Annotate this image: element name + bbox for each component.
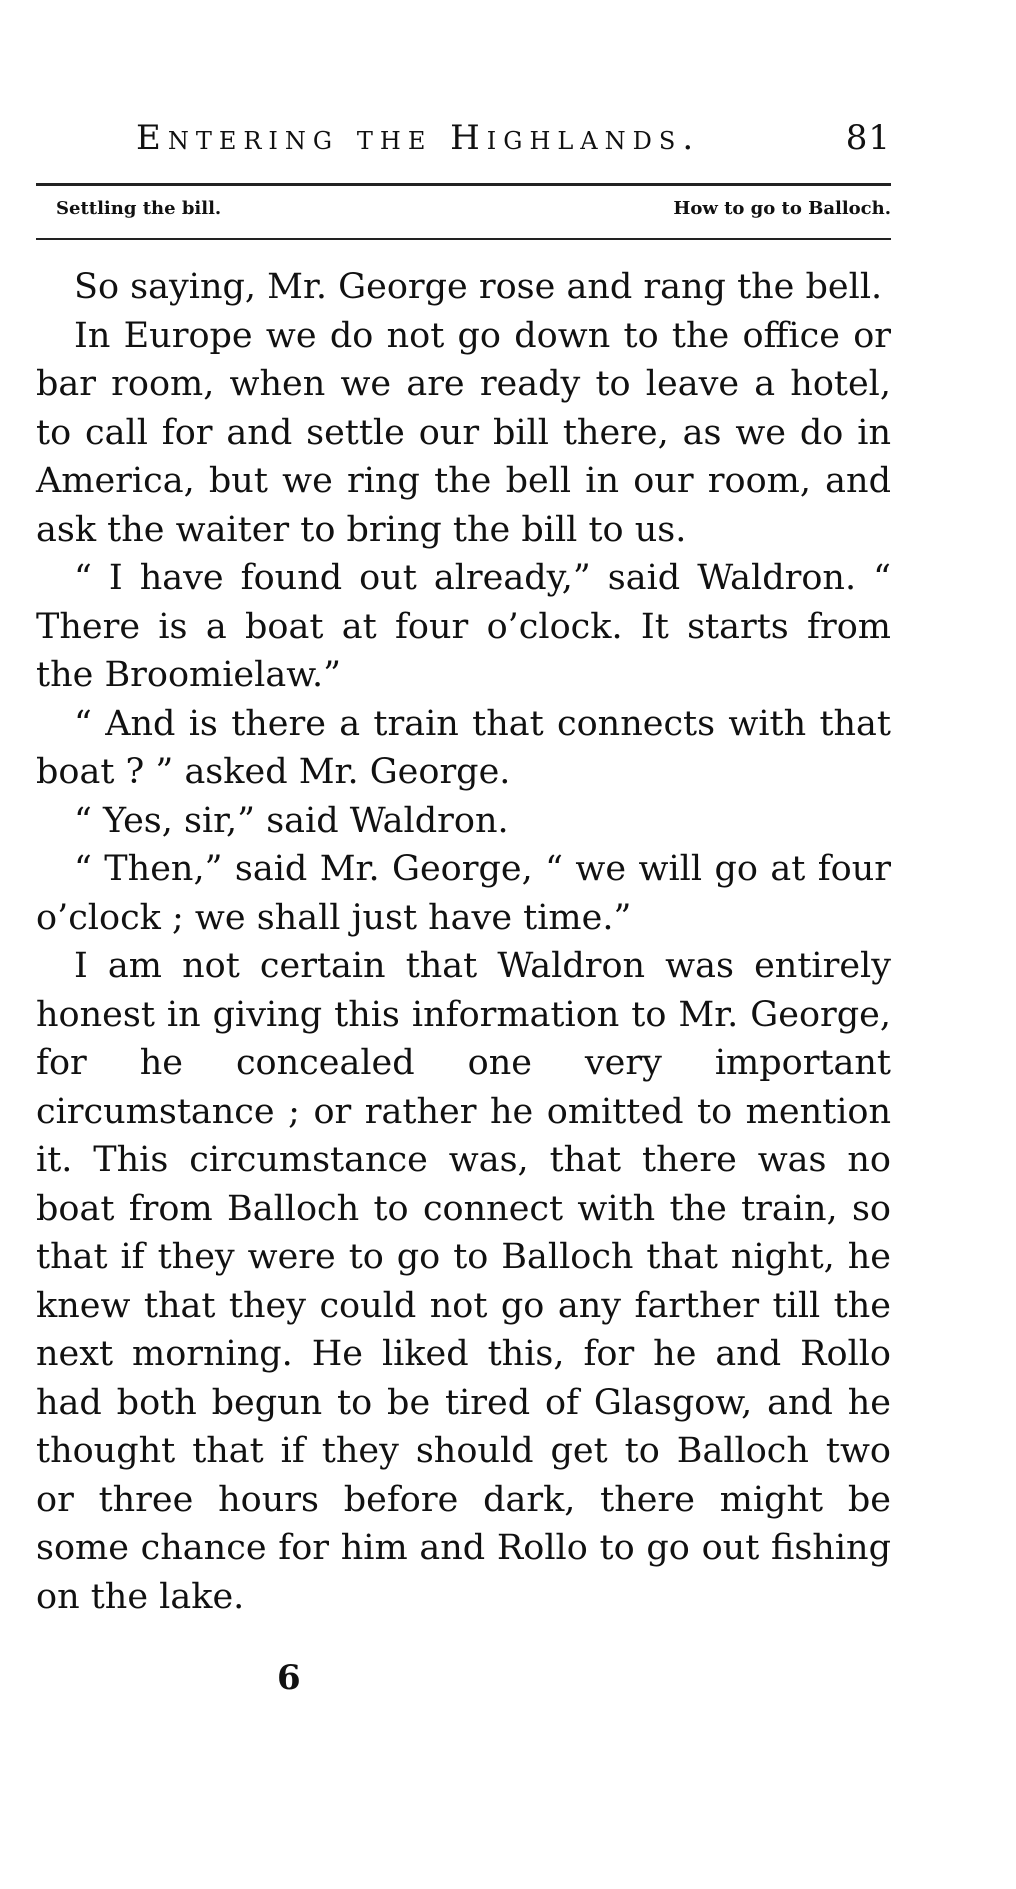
paragraph: “ I have found out already,” said Waldron. “ There is a boat at four o’clock. It starts from the Broomielaw.” bbox=[36, 558, 891, 695]
signature-mark: 6 bbox=[277, 1658, 301, 1698]
header-rule-bottom bbox=[36, 238, 891, 240]
marginal-note-left: Settling the bill. bbox=[56, 198, 222, 219]
paragraph: “ Then,” said Mr. George, “ we will go at four o’clock ; we shall just have time.” bbox=[36, 849, 891, 938]
marginal-note-right: How to go to Balloch. bbox=[673, 198, 891, 219]
header-rule-top bbox=[36, 183, 891, 186]
body-text bbox=[36, 263, 891, 1621]
page-number: 81 bbox=[845, 118, 891, 158]
running-head bbox=[36, 118, 891, 158]
paragraph: So saying, Mr. George rose and rang the bell. bbox=[74, 267, 883, 307]
paragraph: “ And is there a train that connects with that boat ? ” asked Mr. George. bbox=[36, 703, 891, 792]
running-title: Entering the Highlands. bbox=[136, 118, 701, 158]
paragraph: I am not certain that Waldron was entirely honest in giving this information to Mr. George, for he concealed one very important circumstance ; or rather he omitted to mention it. This circumstance was, that there was no boat from Balloch to connect with the train, so that if they were to go to Balloch that night, he knew that they could not go any farther till the next morning. He liked this, for he and Rollo had both begun to be tired of Glasgow, and he thought that if they should get to Balloch two or three hours before dark, there might be some chance for him and Rollo to go out fishing on the lake. bbox=[36, 946, 891, 1617]
paragraph: In Europe we do not go down to the office or bar room, when we are ready to leave a hotel, to call for and settle our bill there, as we do in America, but we ring the bell in our room, and ask the waiter to bring the bill to us. bbox=[36, 315, 891, 550]
paragraph: “ Yes, sir,” said Waldron. bbox=[74, 800, 509, 841]
